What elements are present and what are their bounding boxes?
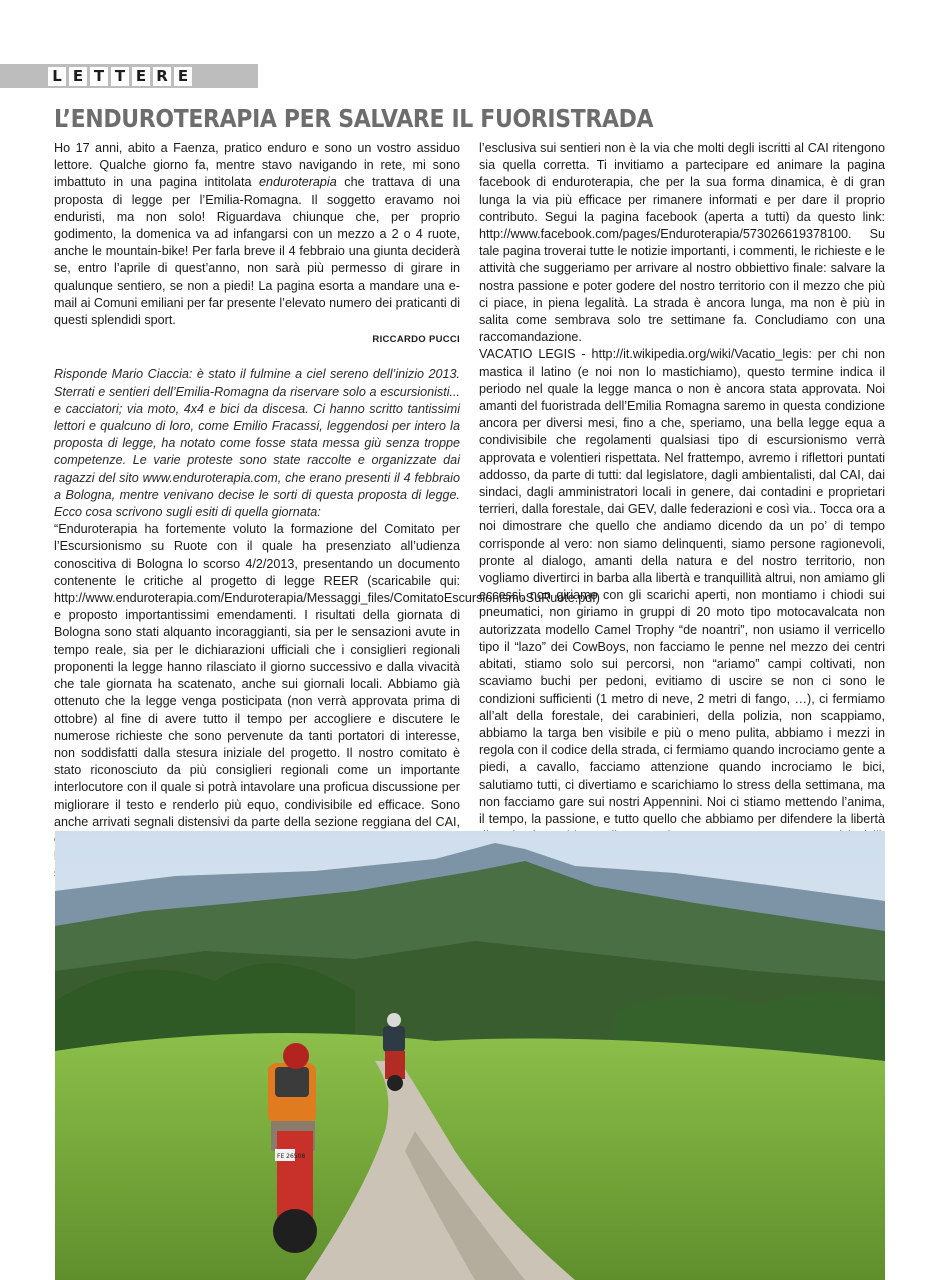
section-letter: L <box>48 67 66 86</box>
reply-intro: Risponde Mario Ciaccia: è stato il fulmine a ciel sereno dell’inizio 2013. Sterrati e sentieri dell’Emilia-Romagna da riservare solo a escursionisti... e cacciatori; via moto, 4x4 e bici da discesa. Ci hanno scritto tantissimi lettori e qualcuno di loro, come Emilio Fracassi, leggendosi per intero la proposta di legge, ha notato come fosse stata messa giù senza troppe competenze. Le varie proteste sono state raccolte e organizzate dai ragazzi del sito www.enduroterapia.com, che erano presenti il 4 febbraio a Bologna, mentre venivano decise le sorti di questa proposta di legge. Ecco cosa scrivono sugli esiti di quella giornata: <box>54 367 460 520</box>
section-letter: E <box>69 67 87 86</box>
section-letter: T <box>90 67 108 86</box>
letter-text: Ho 17 anni, abito a Faenza, pratico enduro e sono un vostro assiduo lettore. Qualche giorno fa, mentre stavo navigando in rete, mi sono imbattuto in una pagina intitolata <box>54 141 460 190</box>
section-label <box>48 64 192 88</box>
license-plate: FE 26508 <box>277 1153 306 1160</box>
reply-quote-part2: l’esclusiva sui sentieri non è la via che molti degli iscritti al CAI ritengono sia quella corretta. Ti invitiamo a partecipare ed animare la pagina facebook di enduroterapia, che per la sua forma dinamica, è di gran lunga la via più efficace per rimanere informati e per dare il proprio contributo. Segui la pagina facebook (aperta a tutti) da questo link: http://www.facebook.com/pages/Enduroterapia/573026619378100. Su tale pagina troverai tutte le notizie importanti, i commenti, le richieste e le attività che suggeriamo per arrivare al nostro obbiettivo finale: salvare la nostra passione e poter godere del nostro territorio con il mezzo che più ci piace, in piena legalità. La strada è ancora lunga, ma non è più in salita come sembrava solo tre settimane fa. Concludiamo con una raccomandazione. <box>479 141 885 345</box>
rider-near <box>268 1043 317 1253</box>
reply-quote-part1: “Enduroterapia ha fortemente voluto la formazione del Comitato per l’Escursionismo su Ruote con il quale ha presenziato all’udienza conoscitiva di Bologna lo scorso 4/2/2013, presentando un documento contenente le critiche al progetto di legge REER (scaricabile qui: http://www.enduroterapia.com/Enduroterapia/Messaggi_files/ComitatoEscursionismoSuRuote.pdf) e proposto importantissimi emendamenti. I risultati della giornata di Bologna sono stati alquanto incoraggianti, sia per le sensazioni avute in tempo reale, sia per le dichiarazioni ufficiali che i consiglieri regionali proponenti la legge hanno rilasciato il giorno successivo e dalla vivacità che tale giornata ha scatenato, anche sui giornali locali. Abbiamo già ottenuto che la legge venga posticipata (non verrà approvata prima di ottobre) al fine di avere tutto il tempo per accogliere e discutere le numerose richieste che sono pervenute da tanti portatori di interesse, non soddisfatti dalla stesura iniziale del progetto. Il nostro comitato è stato riconosciuto da più consiglieri regionali come un importante interlocutore con il quale si potrà intavolare una proficua discussione per migliorare il testo e renderlo più equo, condivisibile ed efficace. Sono anche arrivati segnali distensivi da parte della sezione reggiana del CAI, <box>54 522 601 829</box>
section-letter: E <box>174 67 192 86</box>
section-letter: E <box>132 67 150 86</box>
section-letter: T <box>111 67 129 86</box>
reply-quote-part3: VACATIO LEGIS - http://it.wikipedia.org/wiki/Vacatio_legis: per chi non mastica il latino (e noi non lo mastichiamo), questo termine indica il periodo nel quale la legge manca o non è ancora stata approvata. Noi amanti del fuoristrada dell’Emilia Romagna saremo in questa condizione ancora per diversi mesi, fino a che, speriamo, una bella legge equa a condivisibile che regolamenti qualsiasi tipo di escursionismo verrà approvata e volentieri rispettata. Nel frattempo, avremo i riflettori puntati addosso, da parte di tutti: dal legislatore, dagli ambientalisti, dal CAI, dai sindaci, dagli amministratori locali in genere, dai contadini e proprietari terrieri, dalla forestale, dai GEV, dalle federazioni e così via.. Tocca ora a noi dimostrare che quello che andiamo dicendo da un po’ di tempo corrisponde al vero: non siamo delinquenti, siamo persone ragionevoli, pronte al dialogo, amanti della natura e del nostro territorio, non vogliamo divertirci in barba alla libertà e tranquillità altrui, non amiamo gli eccessi, non giriamo con gli scarichi aperti, non montiamo i chiodi sui pneumatici, non giriamo in gruppi di 20 moto tipo motocavalcata non autorizzata modello Camel Trophy “de noantri”, non usiamo il verricello tipo il “lazo” dei CowBoys, non facciamo le penne nel mezzo dei centri abitati, stiamo solo sui percorsi, non “ariamo” campi coltivati, non scaviamo buchi per pedoni, evitiamo di uscire se non ci sono le condizioni sufficienti (1 metro di neve, 2 metri di fango, …), ci fermiamo all’alt della forestale, dei carabinieri, della polizia, non scappiamo, abbiamo la targa ben visibile e più o meno pulita, abbiamo i mezzi in regola con il codice della strada, ci fermiamo quando incrociamo gente a piedi, a cavallo, facciamo attenzione quando incrociamo le bici, salutiamo tutti, ci divertiamo e scarichiamo lo stress della settimana, ma non facciamo gare sui nostri Appennini. Noi ci stiamo mettendo l’anima, il tempo, la passione, e tutto quello che abbiamo per difendere la libertà <box>479 347 885 826</box>
article-headline: L’ENDUROTERAPIA PER SALVARE IL FUORISTRADA <box>54 104 654 133</box>
left-column <box>54 140 601 883</box>
enduro-photo <box>55 831 885 1280</box>
right-column <box>479 140 885 880</box>
letter-signature: RICCARDO PUCCI <box>372 334 460 346</box>
letter-text: che trattava di una proposta di legge per l’Emilia-Romagna. Il soggetto eravamo noi enduristi, ma non solo! Riguardava chiunque che, per proprio godimento, la domenica va ad infangarsi con un mezzo a 2 o 4 ruote, anche le mountain-bike! Per farla breve il 4 febbraio una giunta deciderà se, entro l’aprile di quest’anno, non sarà più permesso di girare in qualunque sentiero, se non a piedi! La pagina esorta a mandare una e-mail ai Comuni emiliani per far presente l’elevato numero dei praticanti di questi splendidi sport. <box>54 175 460 328</box>
letter-italic-term: enduroterapia <box>259 175 337 190</box>
reader-letter <box>54 140 460 329</box>
section-letter: R <box>153 67 171 86</box>
